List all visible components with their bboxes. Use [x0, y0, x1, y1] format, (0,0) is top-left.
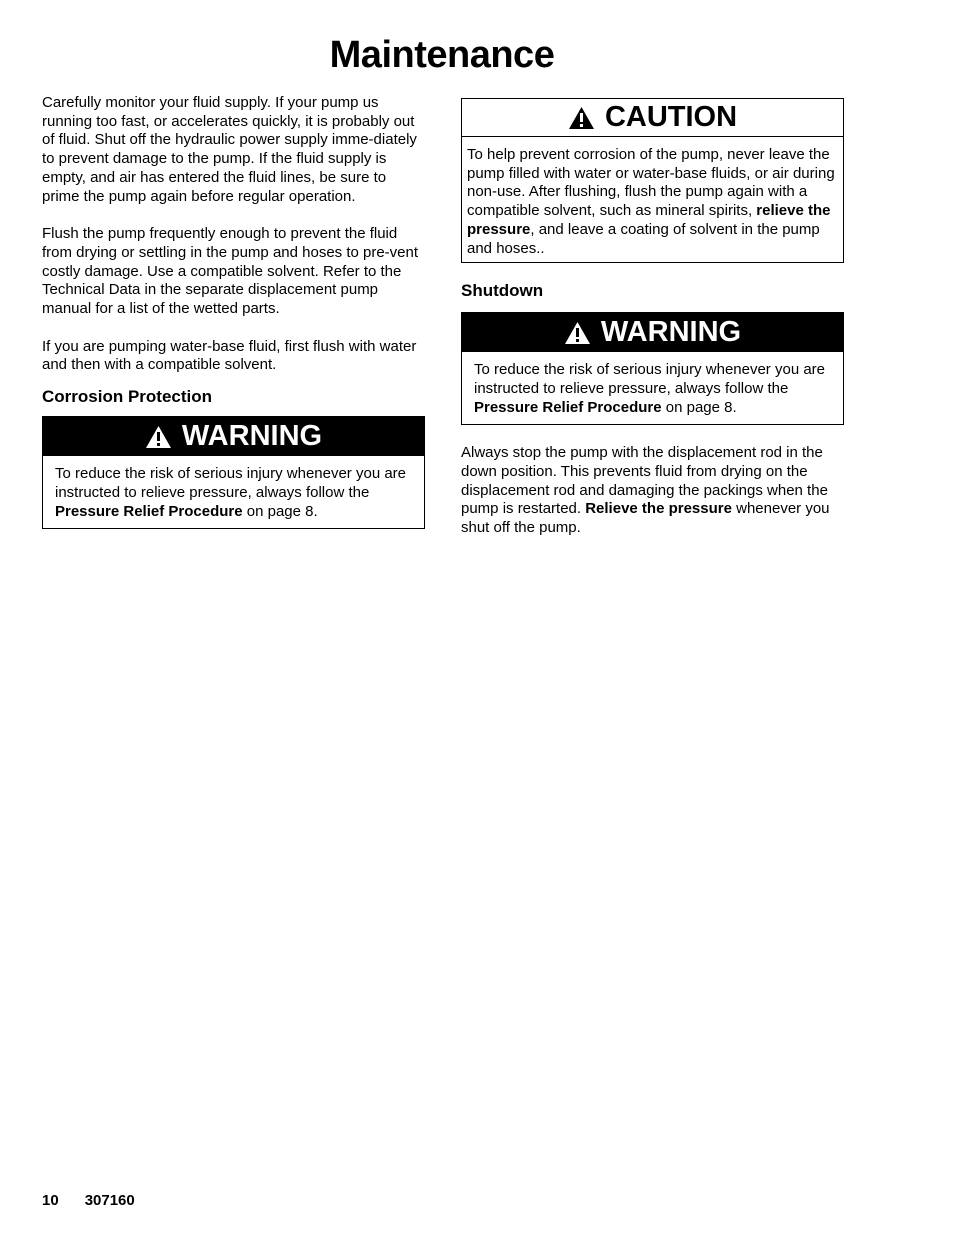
document-number: 307160 [84, 1192, 135, 1209]
warning-header [462, 313, 843, 352]
caution-label: CAUTION [604, 101, 738, 133]
warning-box-corrosion [42, 416, 425, 529]
page-title: Maintenance [329, 34, 555, 76]
warning-label: WARNING [600, 316, 742, 349]
paragraph-shutdown: Always stop the pump with the displacement rod in the down position. This prevents fluid from drying on the displacement rod and damaging the packings when the pump is restarted. Relieve the pressure whenever you shut off the pump. [461, 444, 830, 537]
warning-header [43, 417, 424, 456]
paragraph-water-base: If you are pumping water-base fluid, first flush with water and then with a compatible solvent. [42, 337, 417, 374]
pressure-relief-procedure-ref: Pressure Relief Procedure [55, 502, 243, 520]
page-number: 10 [42, 1192, 59, 1209]
exclamation-triangle-icon [145, 425, 172, 449]
caution-text: To help prevent corrosion of the pump, never leave the pump filled with water or water-base fluids, or air during non-use. After flushing, flush the pump again with a compatible solvent, such as mineral spirits, relieve the pressure, and leave a coating of solvent in the pump and hoses.. [467, 146, 835, 257]
left-column [42, 94, 425, 529]
paragraph-flushing: Flush the pump frequently enough to prevent the fluid from drying or settling in the pump and hoses to pre-vent costly damage. Use a compatible solvent. Refer to the Technical Data in the separate displacement pump manual for a list of the wetted parts. [42, 225, 419, 318]
exclamation-triangle-icon [564, 321, 591, 345]
warning-text: To reduce the risk of serious injury whenever you are instructed to relieve pressure, always follow the Pressure Relief Procedure on page 8. [474, 361, 826, 416]
caution-header [462, 99, 843, 137]
heading-corrosion-protection: Corrosion Protection [42, 387, 213, 407]
warning-box-shutdown [461, 312, 844, 425]
warning-text: To reduce the risk of serious injury whenever you are instructed to relieve pressure, always follow the Pressure Relief Procedure on page 8. [55, 465, 407, 520]
pressure-relief-procedure-ref: Pressure Relief Procedure [474, 398, 662, 416]
warning-label: WARNING [181, 420, 323, 453]
page-footer [42, 1192, 135, 1209]
relieve-pressure-ref: relieve the pressure [467, 202, 831, 238]
paragraph-fluid-supply: Carefully monitor your fluid supply. If your pump us running too fast, or accelerates quickly, it is probably out of fluid. Shut off the hydraulic power supply imme-diately to prevent damage to the pump. If the fluid supply is empty, and air has entered the fluid lines, be sure to prime the pump again before regular operation. [42, 94, 417, 205]
relieve-pressure-emphasis: Relieve the pressure [585, 500, 732, 518]
heading-shutdown: Shutdown [461, 281, 544, 301]
right-column [461, 98, 844, 538]
exclamation-triangle-icon [568, 106, 595, 130]
caution-box [461, 98, 844, 263]
